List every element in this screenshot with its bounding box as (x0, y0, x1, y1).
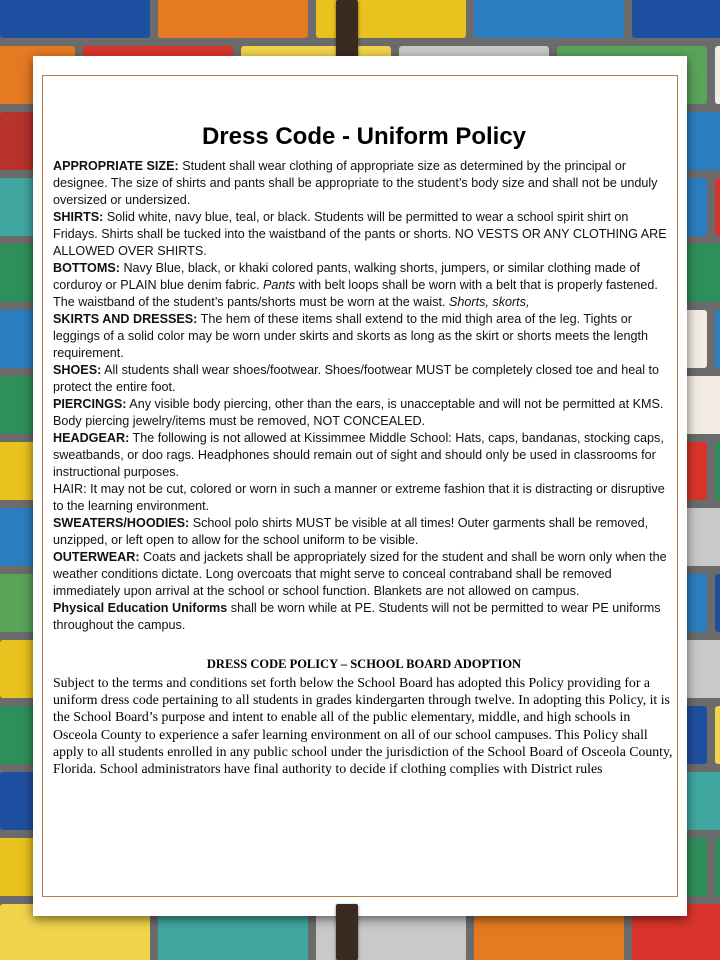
board-adoption-title: DRESS CODE POLICY – SCHOOL BOARD ADOPTION (206, 657, 522, 671)
board-adoption-body: Subject to the terms and conditions set forth below the School Board has adopted this Policy providing for a uniform dress code pertaining to all students in grades kindergarten through twelve. In adopting this Policy, it is the School Board’s purpose and intent to enable all of the public elementary, middle, and high schools in Osceola County to experience a safer learning environment on all of our school campuses. This Policy shall apply to all students enrolled in any public school under the jurisdiction of the School Board of Osceola County, Florida. School administrators have final authority to decide if clothing complies with District rules (53, 675, 673, 777)
policy-text: All students shall wear shoes/footwear. Shoes/footwear MUST be completely closed toe and heal to protect the entire foot. (53, 363, 660, 394)
poster-content (53, 122, 675, 777)
policy-text: Student shall wear clothing of appropriate size as determined by the principal or designee. The size of shirts and pants shall be appropriate to the student’s body size and shall not be unduly oversized or undersized. (53, 159, 658, 207)
policy-label: SHIRTS: (53, 210, 104, 224)
policy-shoes (53, 362, 675, 396)
policy-skirts-dresses (53, 311, 675, 362)
policy-text: Coats and jackets shall be appropriately sized for the student and shall be worn only when the weather conditions dictate. Long overcoats that might serve to conceal contraband shall be removed immediately upon arrival at the school or school function. Blankets are not allowed on campus. (53, 550, 667, 598)
policy-label: SHOES: (53, 363, 102, 377)
policy-outerwear (53, 549, 675, 600)
dress-code-poster (33, 56, 687, 916)
policy-text: Solid white, navy blue, teal, or black. Students will be permitted to wear a school spirit shirt on Fridays. Shirts shall be tucked into the waistband of the pants or shorts. NO VESTS OR ANY CLOTHING ARE ALLOWED OVER SHIRTS. (53, 210, 667, 258)
brick (715, 178, 720, 236)
brick (0, 0, 150, 38)
policy-pe-uniforms (53, 600, 675, 634)
brick (715, 442, 720, 500)
policy-shirts (53, 209, 675, 260)
policy-text: School polo shirts MUST be visible at all times! Outer garments shall be removed, unzipped, or left open to allow for the school uniform to be visible. (53, 516, 649, 547)
policy-label: APPROPRIATE SIZE: (53, 159, 179, 173)
policy-headgear (53, 430, 675, 481)
page-title: Dress Code - Uniform Policy (201, 123, 527, 150)
policy-label: PIERCINGS: (53, 397, 127, 411)
brick (715, 574, 720, 632)
policy-italic-text: Shorts, skorts, (449, 295, 530, 309)
brick (715, 838, 720, 896)
brick (715, 310, 720, 368)
policy-bottoms (53, 260, 675, 311)
policy-sweaters-hoodies (53, 515, 675, 549)
policy-text: The following is not allowed at Kissimmee Middle School: Hats, caps, bandanas, stocking caps, sweatbands, or doo rags. Headphones should remain out of sight and should only be used in classrooms for instructional purposes. (53, 431, 664, 479)
policy-label: SWEATERS/HOODIES: (53, 516, 190, 530)
policy-appropriate-size (53, 158, 675, 209)
policy-label: Physical Education Uniforms (53, 601, 228, 615)
policy-label: SKIRTS AND DRESSES: (53, 312, 198, 326)
poster-clip-bottom (336, 904, 358, 960)
policy-italic-text: Pants (263, 278, 296, 292)
policy-hair (53, 481, 675, 515)
policy-label: OUTERWEAR: (53, 550, 140, 564)
policy-text: The hem of these items shall extend to the mid thigh area of the leg. Tights or leggings of a solid color may be worn under skirts and skorts as long as the skirt or shorts meets the length requirement. (53, 312, 648, 360)
policy-piercings (53, 396, 675, 430)
brick (715, 46, 720, 104)
policy-text: Any visible body piercing, other than the ears, is unacceptable and will not be permitted at KMS. Body piercing jewelry/items must be removed, NOT CONCEALED. (53, 397, 664, 428)
policy-label: HEADGEAR: (53, 431, 130, 445)
policy-text: HAIR: It may not be cut, colored or worn in such a manner or extreme fashion that it is distracting or disruptive to the learning environment. (53, 482, 665, 513)
policy-label: BOTTOMS: (53, 261, 120, 275)
brick (158, 0, 308, 38)
brick (715, 706, 720, 764)
brick (474, 0, 624, 38)
brick (632, 0, 720, 38)
policy-text: with belt loops shall be worn with a belt that is properly fastened. The waistband of the student’s pants/shorts must be worn at the waist. (53, 278, 658, 309)
policy-text: Navy Blue, black, or khaki colored pants, walking shorts, jumpers, or similar clothing made of corduroy or PLAIN blue denim fabric. (53, 261, 641, 292)
policy-text: shall be worn while at PE. Students will not be permitted to wear PE uniforms throughout the campus. (53, 601, 661, 632)
